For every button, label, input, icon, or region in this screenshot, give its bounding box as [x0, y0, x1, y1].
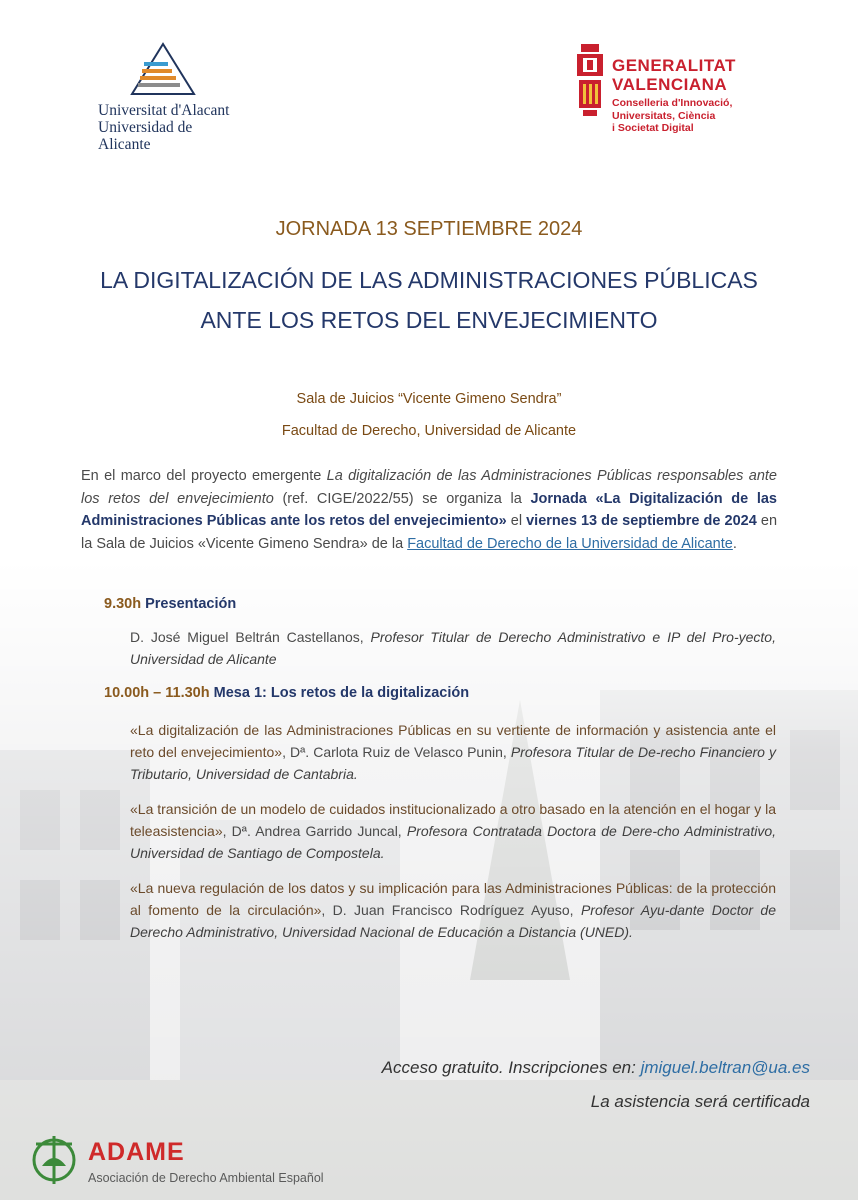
gva-name-line1: GENERALITAT [612, 56, 736, 75]
speaker-name: , Dª. Andrea Garrido Juncal, [222, 823, 407, 839]
gva-department-line2: Universitats, Ciència [612, 109, 716, 122]
intro-text: (ref. CIGE/2022/55) se organiza la [273, 490, 531, 507]
event-venue [0, 383, 858, 447]
talk-item-3 [130, 877, 776, 943]
speaker-role: Profesora Titular de De-recho Financiero y Tributario, Universidad de Cantabria. [130, 744, 776, 782]
adame-name: ADAME [88, 1138, 185, 1166]
slot-title: Presentación [141, 596, 237, 612]
ua-emblem-icon [128, 40, 198, 98]
event-title-line1: LA DIGITALIZACIÓN DE LAS ADMINISTRACIONES PÚBLICAS [100, 267, 758, 293]
program-slot-mesa-1 [104, 685, 469, 701]
ua-name-catalan: Universitat d'Alacant [98, 102, 230, 119]
universidad-alicante-logo [98, 40, 238, 153]
speaker-name: , D. Juan Francisco Rodríguez Ayuso, [321, 902, 581, 918]
presentation-speaker [130, 626, 776, 670]
certification-note: La asistencia será certificada [590, 1092, 810, 1111]
adame-full-name: Asociación de Derecho Ambiental Español [88, 1171, 324, 1185]
project-name: La digitalización de las Administraciones Públicas responsables ante los retos del envejecimiento [81, 468, 777, 507]
talk-title: «La transición de un modelo de cuidados institucionalizado a otro basado en la atención en el hogar y la teleasistencia» [130, 801, 776, 839]
registration-text: Acceso gratuito. Inscripciones en: [381, 1058, 641, 1077]
talk-title: «La digitalización de las Administraciones Públicas en su vertiente de información y asistencia ante el reto del envejecimiento» [130, 722, 776, 760]
intro-text: el [506, 513, 527, 529]
speaker-name: D. José Miguel Beltrán Castellanos, [130, 629, 371, 645]
jornada-name: Jornada «La Digitalización de las Administraciones Públicas ante los retos del envejecimiento» [81, 490, 777, 529]
gva-shield-icon [575, 44, 607, 144]
gva-name-line2: VALENCIANA [612, 75, 728, 94]
gva-department-line1: Conselleria d'Innovació, [612, 97, 733, 109]
faculty-link[interactable]: Facultad de Derecho de la Universidad de Alicante [407, 535, 733, 552]
speaker-name: , Dª. Carlota Ruiz de Velasco Punin, [282, 744, 511, 760]
access-info [350, 1051, 810, 1119]
registration-email-link[interactable]: jmiguel.beltran@ua.es [640, 1058, 810, 1077]
slot-time: 9.30h [104, 596, 142, 612]
slot-time: 10.00h – 11.30h [104, 685, 210, 701]
talk-item-1 [130, 719, 776, 785]
talk-item-2 [130, 798, 776, 864]
adame-emblem-icon [28, 1130, 82, 1188]
speaker-role: Profesora Contratada Doctora de Dere-cho Administrativo, Universidad de Santiago de Compostela. [130, 823, 776, 861]
intro-text: . [732, 535, 737, 552]
intro-paragraph [81, 465, 777, 555]
registration-line [350, 1051, 810, 1085]
adame-logo [28, 1130, 368, 1190]
intro-text: en la Sala de Juicios «Vicente Gimeno Sendra» de la [81, 513, 778, 552]
slot-title: Mesa 1: Los retos de la digitalización [209, 685, 470, 701]
gva-department-line3: i Societat Digital [612, 122, 694, 134]
event-when: viernes 13 de septiembre de 2024 [526, 513, 757, 529]
program-slot-presentation [104, 596, 236, 612]
speaker-role: Profesor Ayu-dante Doctor de Derecho Administrativo, Universidad Nacional de Educación a Distancia (UNED). [130, 902, 776, 940]
venue-faculty: Facultad de Derecho, Universidad de Alicante [281, 423, 577, 439]
event-title-line2: ANTE LOS RETOS DEL ENVEJECIMIENTO [200, 307, 658, 333]
ua-name-spanish: Universidad de Alicante [98, 119, 193, 153]
event-title [0, 260, 858, 340]
venue-room: Sala de Juicios “Vicente Gimeno Sendra” [296, 391, 562, 407]
speaker-role: Profesor Titular de Derecho Administrativo e IP del Pro-yecto, Universidad de Alicante [130, 629, 776, 667]
talk-title: «La nueva regulación de los datos y su implicación para las Administraciones Públicas: de la protección al fomento de la circulación» [130, 880, 776, 918]
event-date: JORNADA 13 SEPTIEMBRE 2024 [275, 218, 583, 240]
intro-text: En el marco del proyecto emergente [81, 468, 327, 484]
